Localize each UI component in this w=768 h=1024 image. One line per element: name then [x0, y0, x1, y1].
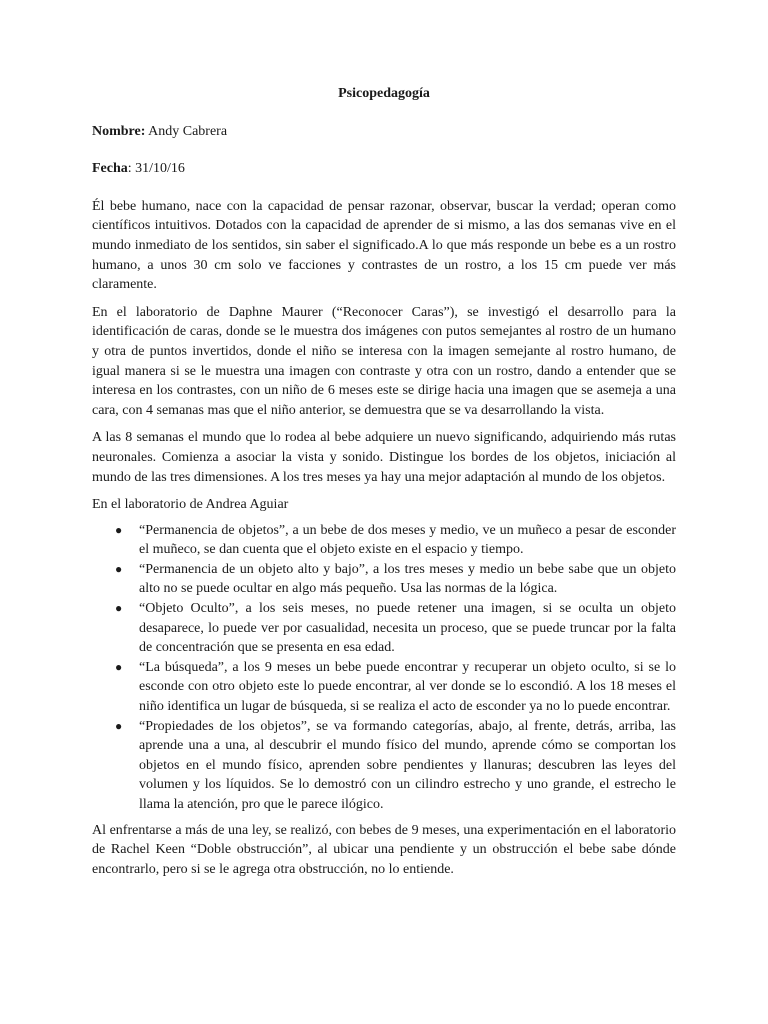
closing-paragraph: Al enfrentarse a más de una ley, se realizó, con bebes de 9 meses, una experimentación en el laboratorio de Rachel Keen “Doble obstrucción”, al ubicar una pendiente y un obstrucción el bebe sabe dónde encontrarlo, pero si se le agrega otra obstrucción, no lo entiende. [92, 822, 676, 877]
bullet-icon: ● [115, 561, 123, 576]
bullet-icon: ● [115, 601, 123, 616]
bullet-icon: ● [115, 522, 123, 537]
list-item-text: “Objeto Oculto”, a los seis meses, no puede retener una imagen, si se oculta un objeto desaparece, lo puede ver por casualidad, necesita un proceso, que se puede truncar por la falta de concentración que se presenta en esa edad. [139, 601, 676, 656]
date-field [92, 159, 676, 179]
list-item [115, 717, 676, 815]
experiment-list [92, 521, 676, 815]
list-item-text: “Propiedades de los objetos”, se va formando categorías, abajo, al frente, detrás, arriba, las aprende una a una, al descubrir el mundo físico del mundo, aprende cómo se comportan los objetos en el mundo físico, aprenden sobre pendientes y llanuras; descubren las leyes del volumen y los líquidos. Se lo demostró con un cilindro estrecho y uno grande, el estrecho le llama la atención, pro que le parece ilógico. [139, 718, 676, 812]
list-item-text: “La búsqueda”, a los 9 meses un bebe puede encontrar y recuperar un objeto oculto, si se lo esconde con otro objeto este lo puede encontrar, al ver donde se lo escondió. A los 18 meses el niño identifica un lugar de búsqueda, si se realiza el acto de esconder ya no lo puede encontrar. [139, 659, 676, 715]
list-item [115, 521, 676, 560]
list-intro: En el laboratorio de Andrea Aguiar [92, 497, 289, 513]
list-item [115, 658, 676, 717]
paragraph-1: Él bebe humano, nace con la capacidad de pensar razonar, observar, buscar la verdad; operan como científicos intuitivos. Dotados con la capacidad de aprender de si mismo, a las dos semanas vive en el mundo inmediato de los sentidos, sin saber el significado.A lo que más responde un bebe es a un rostro humano, a unos 30 cm solo ve facciones y contrastes de un rostro, a los 15 cm puede ver más claramente. [92, 198, 676, 293]
list-item-text: “Permanencia de objetos”, a un bebe de dos meses y medio, ve un muñeco a pesar de esconder el muñeco, se dan cuenta que el objeto existe en el espacio y tiempo. [139, 522, 676, 558]
name-field [92, 122, 676, 142]
bullet-icon: ● [115, 718, 123, 733]
date-label: Fecha [92, 161, 128, 177]
list-item [115, 560, 676, 599]
document-page [92, 84, 676, 887]
paragraph-3: A las 8 semanas el mundo que lo rodea al bebe adquiere un nuevo significando, adquiriendo más rutas neuronales. Comienza a asociar la vista y sonido. Distingue los bordes de los objetos, iniciación al mundo de las tres dimensiones. A los tres meses ya hay una mejor adaptación al mundo de los objetos. [92, 430, 676, 485]
bullet-icon: ● [115, 659, 123, 674]
paragraph-2: En el laboratorio de Daphne Maurer (“Reconocer Caras”), se investigó el desarrollo para la identificación de caras, donde se le muestra dos imágenes con putos semejantes al rostro de un humano y otra de puntos invertidos, donde el niño se interesa con la imagen semejante al rostro humano, de igual manera si se le muestra una imagen con contraste y otra con un rostro, dando a entender que se interesa en los contrastes, con un niño de 6 meses este se dirige hacia una imagen que se asemeja a una cara, con 4 semanas mas que el niño anterior, se demuestra que se va desarrollando la vista. [92, 304, 676, 418]
name-value: Andy Cabrera [145, 123, 228, 139]
list-item [115, 599, 676, 658]
list-item-text: “Permanencia de un objeto alto y bajo”, a los tres meses y medio un bebe sabe que un objeto alto no se puede ocultar en algo más pequeño. Usa las normas de la lógica. [139, 561, 676, 597]
name-label: Nombre: [92, 123, 146, 139]
document-title: Psicopedagogía [338, 86, 430, 101]
date-value: : 31/10/16 [127, 161, 185, 177]
